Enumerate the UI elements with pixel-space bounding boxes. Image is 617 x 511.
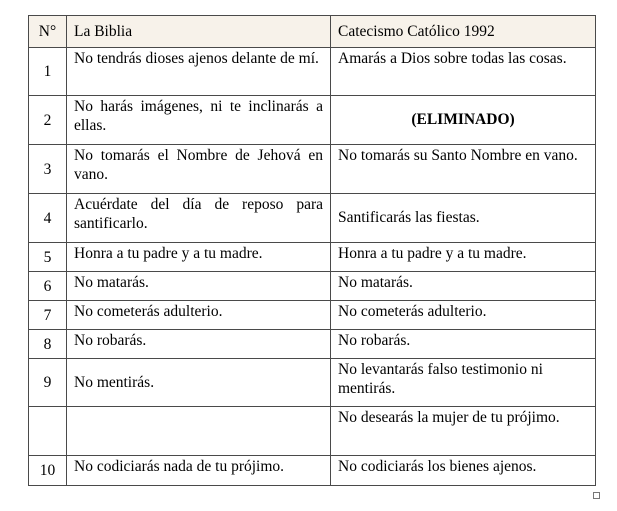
biblia-cell: Honra a tu padre y a tu madre. [67, 243, 331, 272]
biblia-cell: No matarás. [67, 272, 331, 301]
table-header-row [29, 16, 596, 48]
catecismo-cell: No levantarás falso testimonio ni mentirás. [331, 359, 596, 407]
biblia-cell: No tomarás el Nombre de Jehová en vano. [67, 145, 331, 194]
table-row [29, 407, 596, 456]
table-row [29, 456, 596, 486]
header-biblia: La Biblia [67, 16, 331, 48]
catecismo-cell-eliminated: (ELIMINADO) [331, 96, 596, 145]
table-row [29, 272, 596, 301]
biblia-cell: No robarás. [67, 330, 331, 359]
catecismo-cell: No tomarás su Santo Nombre en vano. [331, 145, 596, 194]
table-row [29, 301, 596, 330]
catecismo-cell: Santificarás las fiestas. [331, 194, 596, 243]
biblia-cell: No harás imágenes, ni te inclinarás a ellas. [67, 96, 331, 145]
catecismo-cell: Amarás a Dios sobre todas las cosas. [331, 48, 596, 96]
catecismo-cell: No robarás. [331, 330, 596, 359]
header-number: N° [29, 16, 67, 48]
biblia-cell: Acuérdate del día de reposo para santificarlo. [67, 194, 331, 243]
row-number: 8 [29, 330, 67, 359]
biblia-cell: No tendrás dioses ajenos delante de mí. [67, 48, 331, 96]
catecismo-cell: No matarás. [331, 272, 596, 301]
table-end-marker [593, 492, 600, 499]
row-number: 2 [29, 96, 67, 145]
biblia-cell [67, 407, 331, 456]
table-row [29, 194, 596, 243]
row-number: 9 [29, 359, 67, 407]
commandments-comparison-table [28, 15, 596, 486]
row-number [29, 407, 67, 456]
row-number: 5 [29, 243, 67, 272]
catecismo-cell: No desearás la mujer de tu prójimo. [331, 407, 596, 456]
catecismo-cell: Honra a tu padre y a tu madre. [331, 243, 596, 272]
row-number: 7 [29, 301, 67, 330]
table-row [29, 145, 596, 194]
catecismo-cell: No cometerás adulterio. [331, 301, 596, 330]
row-number: 4 [29, 194, 67, 243]
table-row [29, 243, 596, 272]
header-catecismo: Catecismo Católico 1992 [331, 16, 596, 48]
catecismo-cell: No codiciarás los bienes ajenos. [331, 456, 596, 486]
biblia-cell: No cometerás adulterio. [67, 301, 331, 330]
biblia-cell: No codiciarás nada de tu prójimo. [67, 456, 331, 486]
table-row [29, 48, 596, 96]
table-row [29, 330, 596, 359]
row-number: 10 [29, 456, 67, 486]
table-row [29, 359, 596, 407]
row-number: 3 [29, 145, 67, 194]
biblia-cell: No mentirás. [67, 359, 331, 407]
row-number: 6 [29, 272, 67, 301]
table-row [29, 96, 596, 145]
row-number: 1 [29, 48, 67, 96]
